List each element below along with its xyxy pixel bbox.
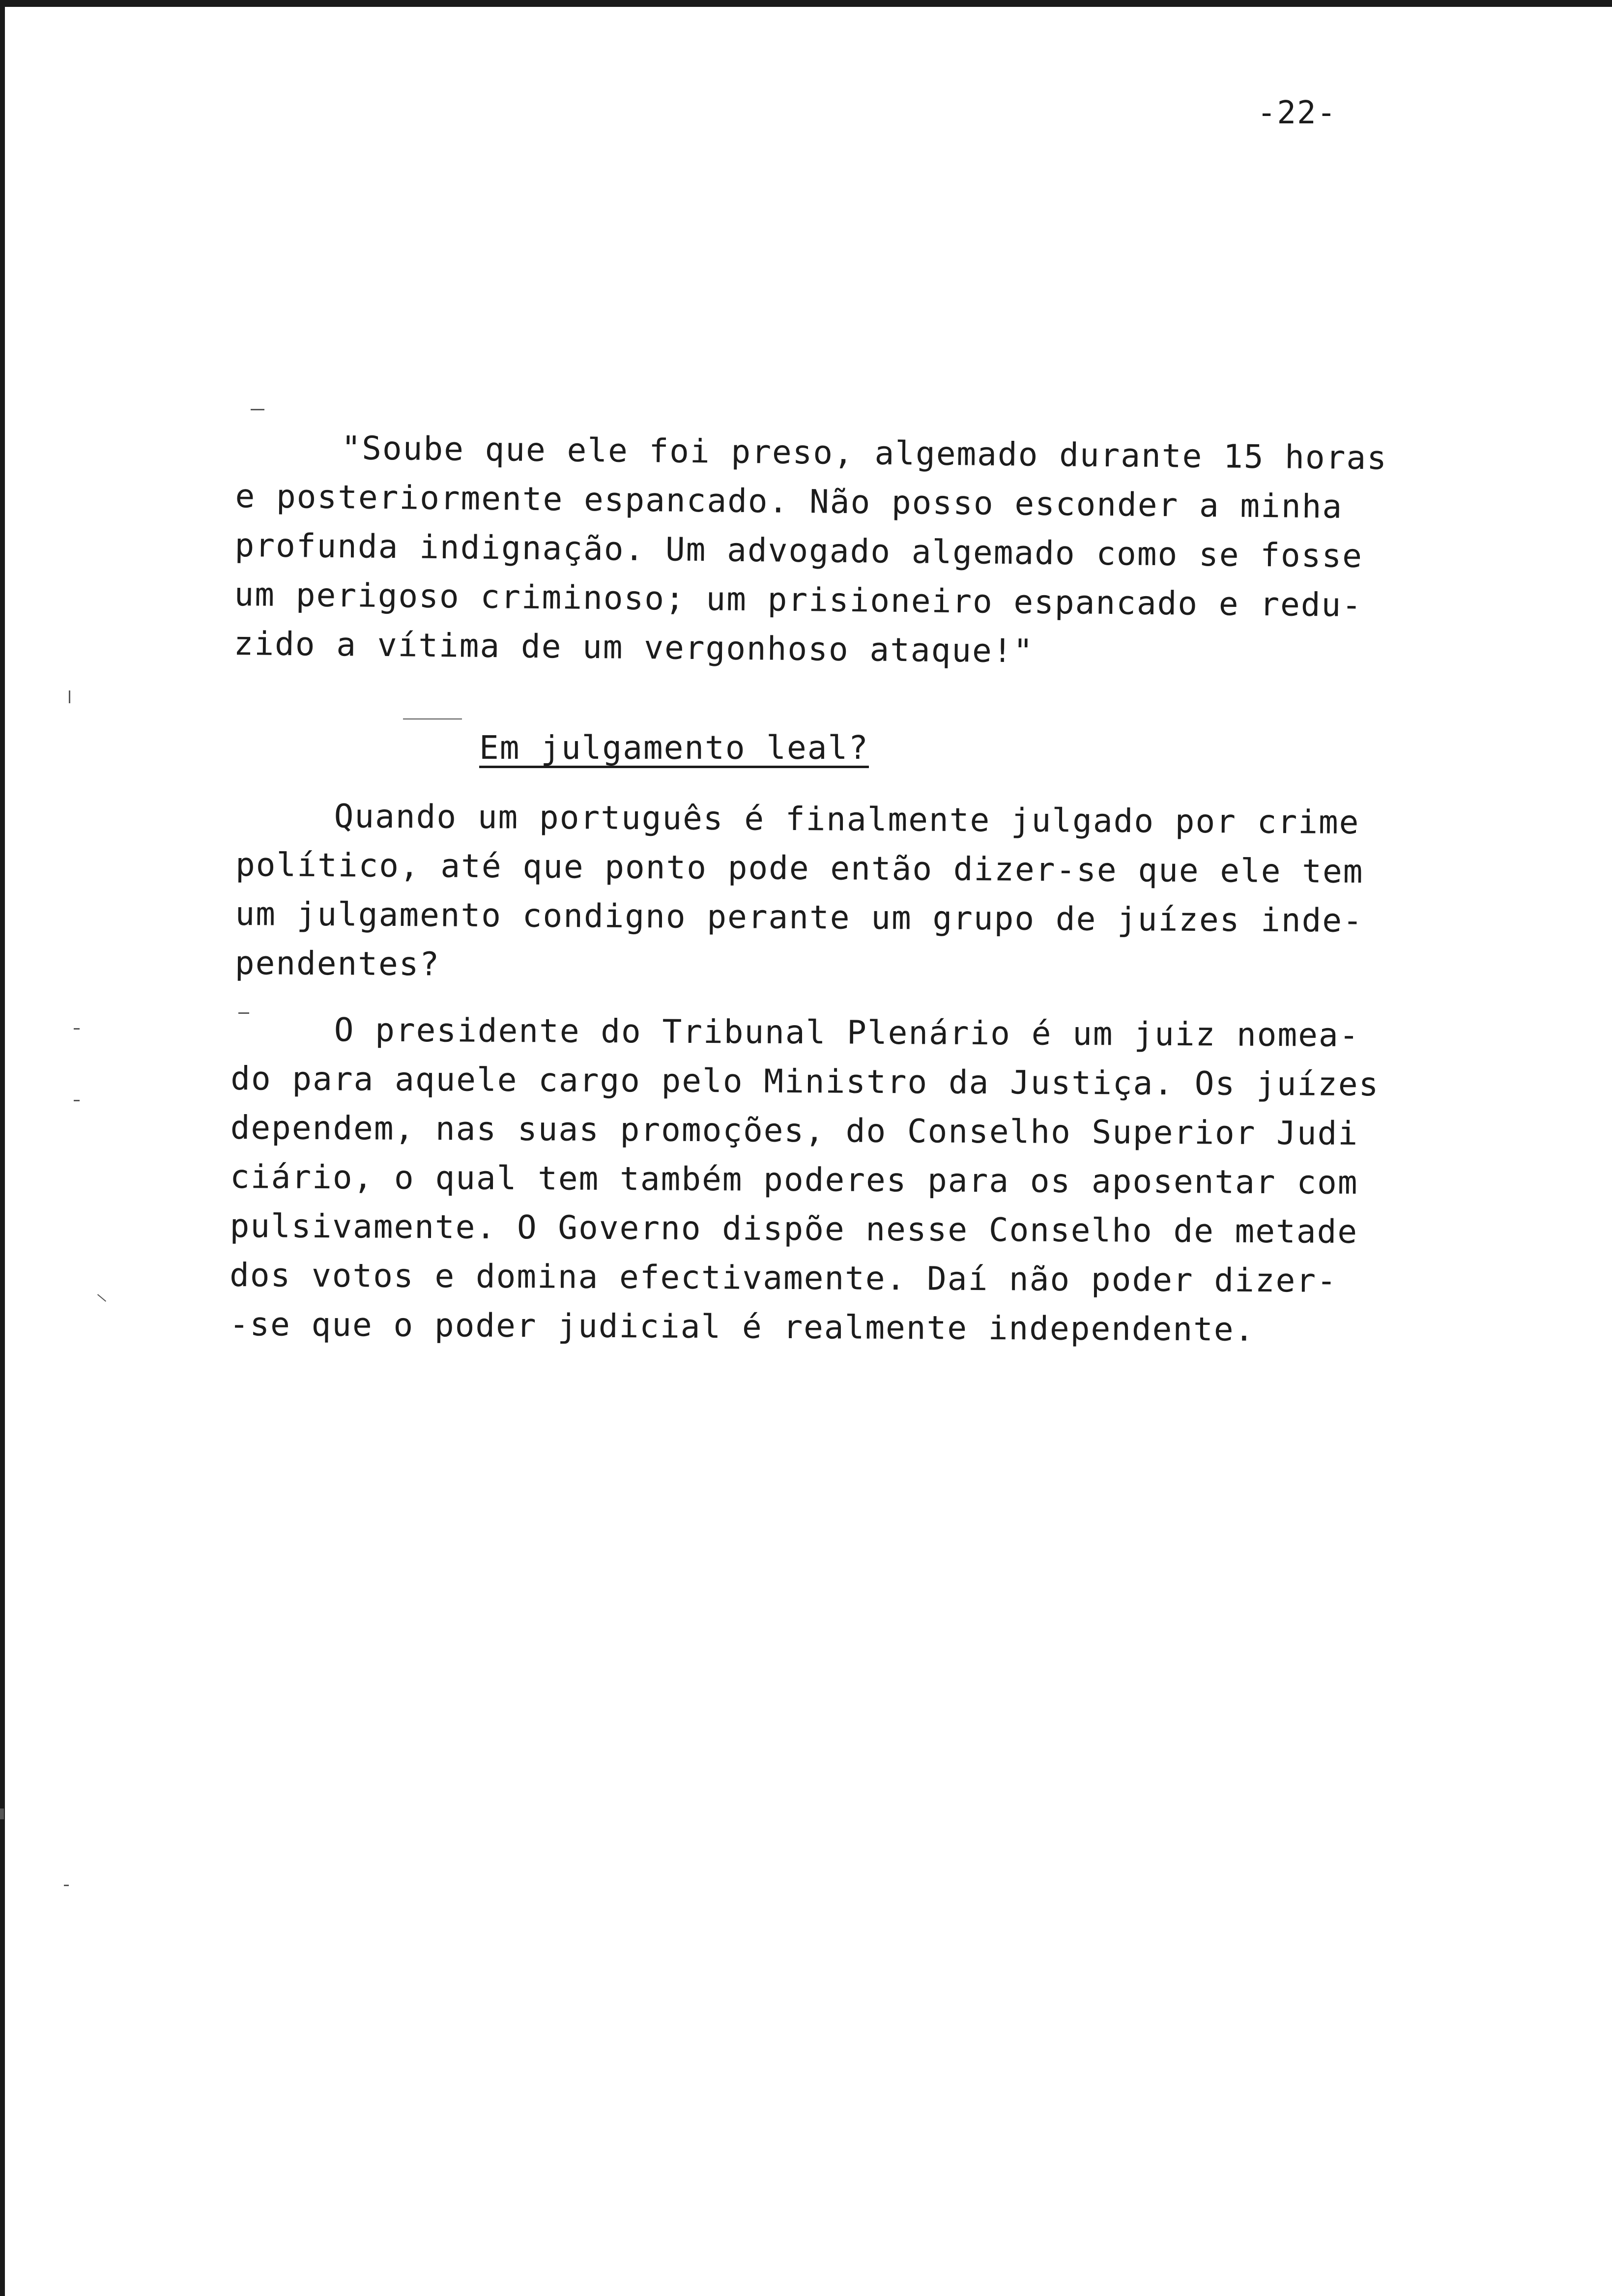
paragraph-line: -se que o poder judicial é realmente independente.	[229, 1305, 1255, 1349]
margin-mark	[97, 1294, 106, 1302]
scan-speck	[238, 1012, 249, 1014]
margin-mark	[69, 690, 70, 703]
quote-line: zido a vítima de um vergonhoso ataque!"	[233, 624, 1034, 670]
paragraph-line: do para aquele cargo pelo Ministro da Justiça. Os juízes	[230, 1059, 1380, 1104]
quote-line: "Soube que ele foi preso, algemado durante 15 horas	[341, 429, 1388, 477]
paragraph-line: ciário, o qual tem também poderes para os aposentar com	[230, 1157, 1358, 1202]
paragraph-judiciary	[229, 1005, 1380, 1355]
quote-paragraph	[233, 423, 1388, 679]
paragraph-line: dependem, nas suas promoções, do Conselho Superior Judi	[230, 1108, 1359, 1153]
margin-mark	[74, 1100, 80, 1101]
paragraph-line: dos votos e domina efectivamente. Daí não poder dizer-	[229, 1256, 1338, 1300]
scan-speck	[251, 409, 264, 410]
paragraph-line: Quando um português é finalmente julgado por crime	[334, 797, 1360, 841]
quote-line: e posteriormente espancado. Não posso esconder a minha	[235, 477, 1343, 526]
margin-mark	[0, 1808, 4, 1819]
scan-border-top	[0, 0, 1612, 7]
margin-mark	[74, 1028, 80, 1030]
scan-speck	[403, 718, 462, 719]
page-number: -22-	[1257, 95, 1337, 131]
paragraph-line: O presidente do Tribunal Plenário é um juiz nomea-	[334, 1011, 1360, 1055]
quote-line: um perigoso criminoso; um prisioneiro espancado e redu-	[234, 575, 1363, 625]
paragraph-fair-trial	[235, 791, 1376, 995]
quote-line: profunda indignação. Um advogado algemado como se fosse	[234, 526, 1363, 575]
margin-mark	[64, 1885, 69, 1886]
section-heading: Em julgamento leal?	[479, 729, 869, 767]
paragraph-line: um julgamento condigno perante um grupo de juízes inde-	[235, 894, 1364, 940]
paragraph-line: pendentes?	[234, 944, 440, 983]
paragraph-line: pulsivamente. O Governo dispõe nesse Conselho de metade	[230, 1206, 1358, 1251]
scan-border-left	[0, 0, 5, 2296]
paragraph-line: político, até que ponto pode então dizer-se que ele tem	[235, 845, 1364, 891]
